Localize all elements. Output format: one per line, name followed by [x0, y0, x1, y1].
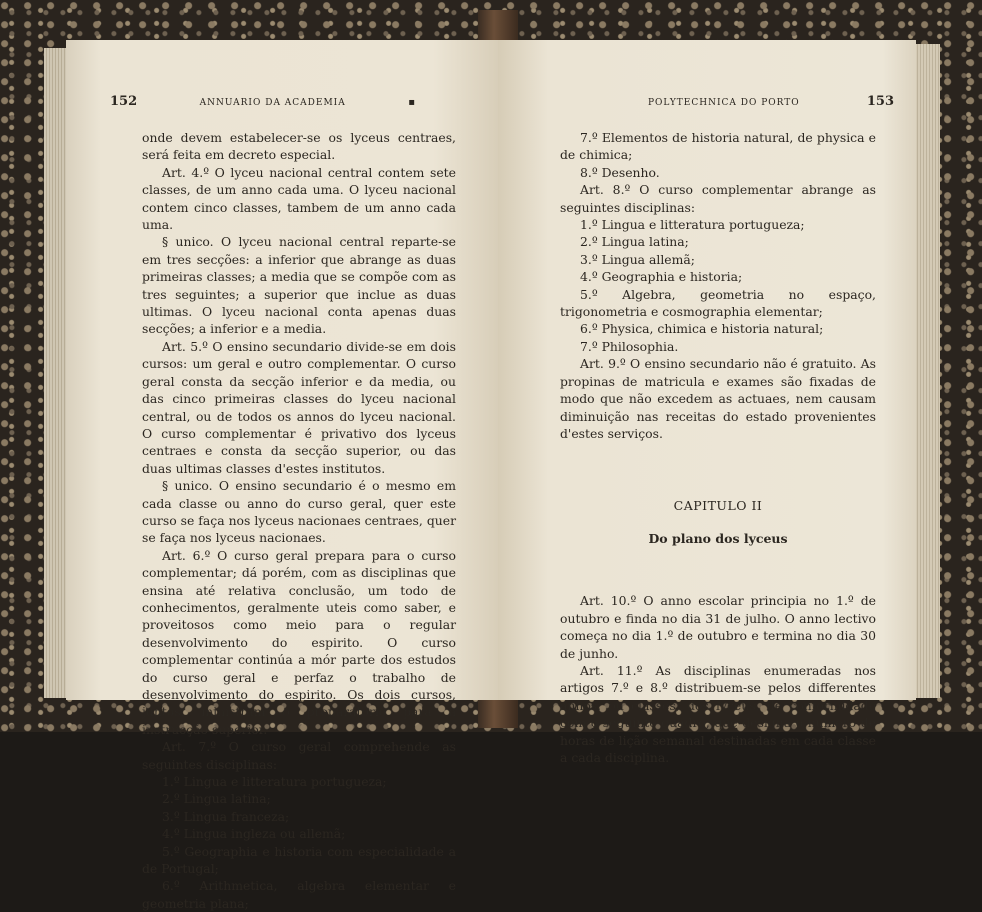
paragraph: Art. 6.º O curso geral prepara para o curso complementar; dá porém, com as disciplinas que ensina até relativa conclusão, um todo de conhecimentos, geralmente uteis como saber, e proveitosos como meio para o regular desenvolvimento do espirito. O curso complementar continúa a mór parte dos estudos do curso geral e perfaz o trabalho de desenvolvimento do espirito. Os dois cursos, juntos, ministram o preparatorio para a instrucção superior. [142, 547, 456, 737]
paragraph: § unico. O ensino secundario é o mesmo em cada classe ou anno do curso geral, quer este curso se faça nos lyceus nacionaes centraes, quer se faça nos lyceus nacionaes. [142, 478, 456, 546]
paragraph: Art. 10.º O anno escolar principia no 1.º de outubro e finda no dia 31 de julho. O anno lectivo começa no dia 1.º de outubro e termina no dia 30 de junho. [560, 593, 876, 661]
list-item: 8.º Desenho. [580, 164, 660, 180]
right-page-number: 153 [866, 94, 894, 109]
paragraph: Art. 11.º As disciplinas enumeradas nos artigos 7.º e 8.º distribuem-se pelos differentes annos, ou classes, dos lyceus, de conformidade com o seguinte quadro, que designa o numero de horas de lição semanal destinadas em cada classe a cada disciplina. [560, 662, 876, 765]
list-item: 1.º Lingua e litteratura portugueza; [162, 774, 387, 790]
right-running-head-title: POLYTECHNICA DO PORTO [648, 98, 800, 108]
list-item: 4.º Geographia e historia; [580, 269, 743, 285]
paragraph: Art. 9.º O ensino secundario não é gratuito. As propinas de matricula e exames são fixadas de modo que não excedem as actuaes, nem causam diminuição nas receitas do estado provenientes d'estes serviços. [560, 356, 876, 441]
list-item: 7.º Philosophia. [580, 338, 679, 354]
chapter-title: CAPITULO II [673, 498, 763, 514]
right-running-head [648, 94, 894, 109]
list-item: 7.º Elementos de historia natural, de physica e de chimica; [560, 130, 876, 163]
list-item: 3.º Lingua franceza; [162, 808, 290, 824]
left-page-text [142, 129, 456, 912]
list-item: 2.º Lingua latina; [162, 791, 271, 807]
list-item: 5.º Algebra, geometria no espaço, trigonometria e cosmographia elementar; [560, 286, 876, 320]
left-page-edges [44, 48, 68, 698]
list-item: 6.º Physica, chimica e historia natural; [580, 321, 824, 337]
right-page-text [560, 129, 876, 766]
paragraph: § unico. O lyceu nacional central reparte-se em tres secções: a inferior que abrange as duas primeiras classes; a media que se compõe com as tres seguintes; a superior que inclue as duas ultimas. O lyceu nacional conta apenas duas secções; a inferior e a media. [142, 234, 456, 337]
left-running-head-title: ANNUARIO DA ACADEMIA [199, 98, 346, 108]
left-running-head [110, 94, 416, 109]
list-item: 2.º Lingua latina; [580, 234, 689, 250]
list-item: 3.º Lingua allemã; [580, 251, 695, 267]
list-item: 4.º Lingua ingleza ou allemã; [162, 826, 346, 842]
left-page-number: 152 [110, 94, 138, 109]
paragraph: Art. 5.º O ensino secundario divide-se em dois cursos: um geral e outro complementar. O curso geral consta da secção inferior e da media, ou das cinco primeiras classes do lyceu nacional central, ou de todos os annos do lyceu nacional. O curso complementar é privativo dos lyceus centraes e consta da secção superior, ou das duas ultimas classes d'estes institutos. [142, 338, 456, 476]
chapter-subtitle: Do plano dos lyceus [648, 531, 788, 547]
printer-mark: ▪ [408, 97, 416, 108]
list-item: 5.º Geographia e historia com especialidade a de Portugal; [142, 843, 456, 877]
right-page-edges [914, 44, 940, 698]
paragraph: Art. 7.º O curso geral comprehende as seguintes disciplinas: [142, 739, 456, 772]
list-item: 1.º Lingua e litteratura portugueza; [580, 217, 805, 233]
right-page [498, 40, 916, 765]
paragraph: onde devem estabelecer-se os lyceus centraes, será feita em decreto especial. [142, 130, 456, 163]
list-item: 6.º Arithmetica, algebra elementar e geometria plana; [142, 878, 456, 911]
left-page [66, 40, 498, 911]
paragraph: Art. 8.º O curso complementar abrange as seguintes disciplinas: [560, 182, 876, 215]
paragraph: Art. 4.º O lyceu nacional central contem sete classes, de um anno cada uma. O lyceu nacional contem cinco classes, tambem de um anno cada uma. [142, 164, 456, 233]
